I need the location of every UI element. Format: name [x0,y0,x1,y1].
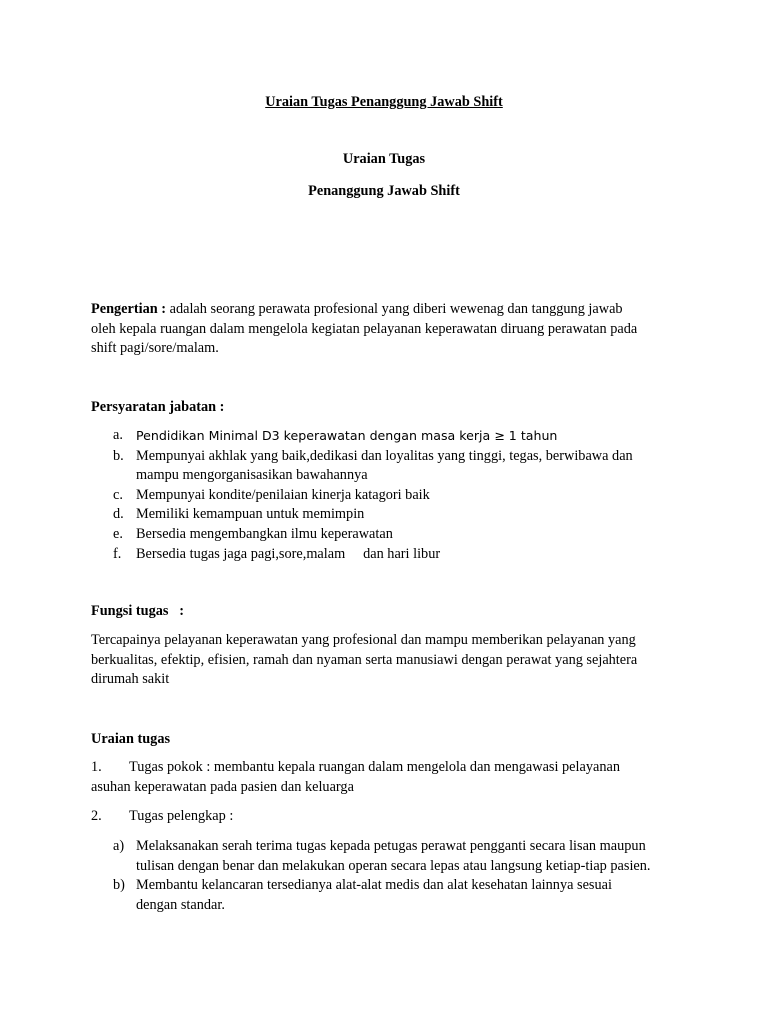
list-item-text: Memiliki kemampuan untuk memimpin [136,506,365,523]
list-item-text-line-1: Melaksanakan serah terima tugas kepada petugas perawat pengganti secara lisan maupun [136,838,646,854]
list-item-text: Pendidikan Minimal D3 keperawatan dengan masa kerja ≥ 1 tahun [136,428,558,443]
list-item-text-line-1: Mempunyai akhlak yang baik,dedikasi dan loyalitas yang tinggi, tegas, berwibawa dan [136,447,633,464]
list-item [91,525,681,545]
fungsi-line-1: Tercapainya pelayanan keperawatan yang profesional dan mampu memberikan pelayanan yang [91,632,636,648]
list-item-text: Mempunyai kondite/penilaian kinerja katagori baik [136,486,430,503]
tugas-pelengkap-list [91,837,681,915]
list-marker: b. [113,447,124,464]
list-item-text-line-1: Membantu kelancaran tersedianya alat-alat medis dan alat kesehatan lainnya sesuai [136,877,612,894]
uraian-heading: Uraian tugas [91,731,171,747]
list-marker: d. [113,506,124,523]
pengertian-line-2: oleh kepala ruangan dalam mengelola kegiatan pelayanan keperawatan diruang perawatan pada [91,320,638,337]
pengertian-line-3: shift pagi/sore/malam. [91,340,219,357]
list-marker: f. [113,545,122,562]
list-item-text-line-2: mampu mengorganisasikan bawahannya [136,467,368,484]
list-item [91,545,681,565]
pengertian-label: Pengertian : [91,301,167,317]
uraian-item-1 [91,758,681,797]
item-number: 1. [91,759,102,775]
list-marker: e. [113,525,123,542]
list-marker: b) [113,877,125,894]
list-marker: a. [113,427,123,443]
list-marker: a) [113,838,125,854]
list-item-text: Bersedia mengembangkan ilmu keperawatan [136,525,393,542]
fungsi-line-2: berkualitas, efektip, efisien, ramah dan nyaman serta manusiawi dengan perawat yang sejahtera [91,651,638,668]
heading-line-2: Penanggung Jawab Shift [308,183,460,199]
list-item [91,505,681,525]
list-item-text: Bersedia tugas jaga pagi,sore,malam dan hari libur [136,545,441,562]
fungsi-line-3: dirumah sakit [91,671,170,688]
list-item-text-line-2: dengan standar. [136,896,225,913]
item-text-line-1: Tugas pokok : membantu kepala ruangan dalam mengelola dan mengawasi pelayanan [129,759,620,775]
item-text-line-2: asuhan keperawatan pada pasien dan keluarga [91,778,354,795]
list-item [91,876,681,915]
list-item [91,447,681,486]
pengertian-text-1: adalah seorang perawata profesional yang diberi wewenag dan tanggung jawab [166,301,623,317]
persyaratan-heading: Persyaratan jabatan : [91,399,225,415]
list-item [91,837,681,876]
list-item [91,486,681,506]
persyaratan-list [91,426,681,564]
heading-line-1: Uraian Tugas [342,151,426,167]
fungsi-heading: Fungsi tugas : [91,603,184,619]
uraian-item-2 [91,807,681,827]
item-number: 2. [91,808,102,824]
document-title: Uraian Tugas Penanggung Jawab Shift [265,94,503,110]
item-text: Tugas pelengkap : [129,808,234,824]
fungsi-paragraph [91,631,681,690]
list-item-text-line-2: tulisan dengan benar dan melakukan operan secara lepas atau langsung ketiap-tiap pasien. [136,857,651,874]
list-marker: c. [113,486,123,503]
list-item [91,426,681,447]
pengertian-line-1 [91,300,681,320]
pengertian-paragraph [91,300,681,359]
